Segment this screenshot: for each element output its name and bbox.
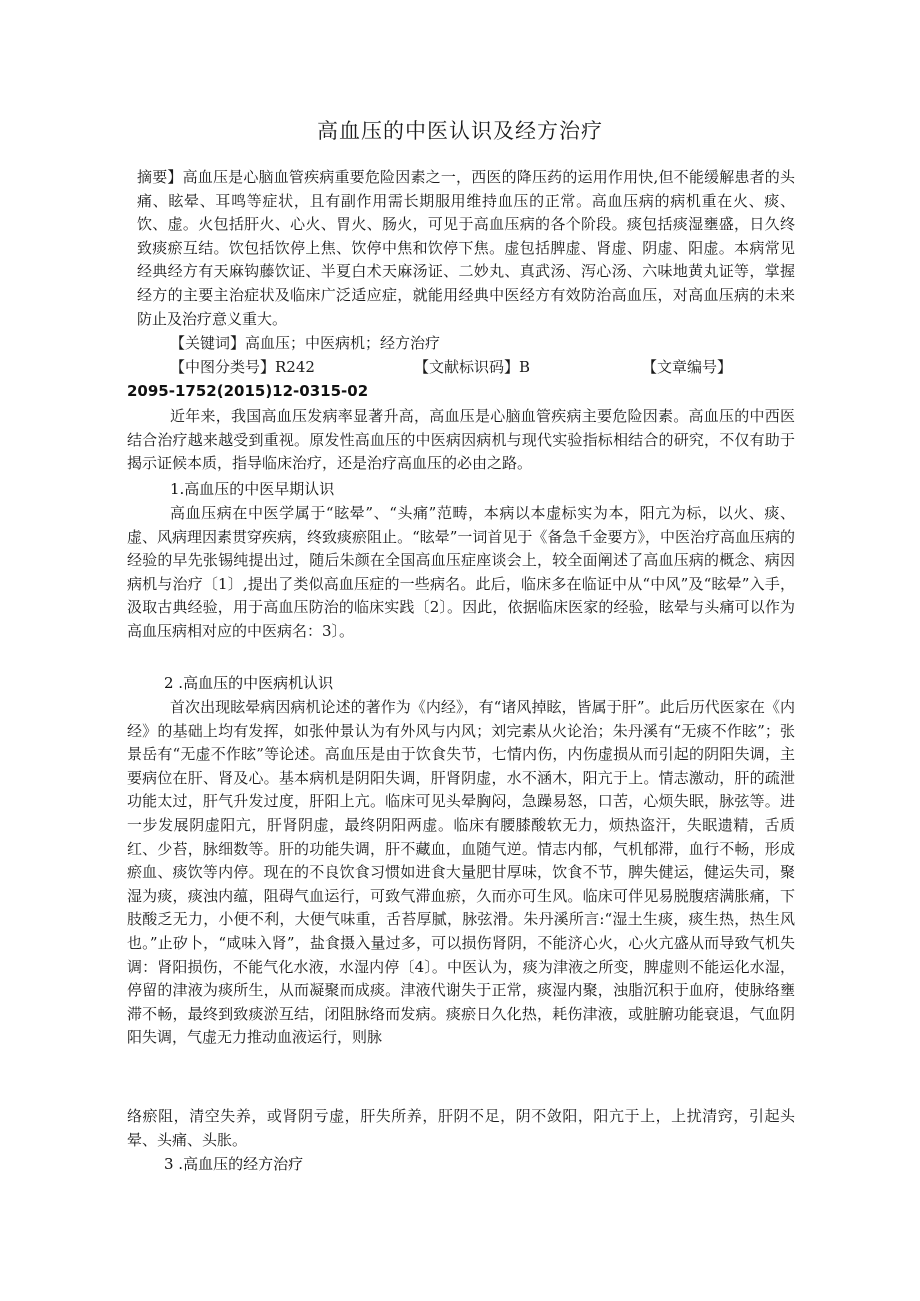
section-1-paragraph: 高血压病在中医学属于“眩晕”、“头痛”范畴，本病以本虚标实为本，阳亢为标，以火、痰、虚、风病理因素贯穿疾病，终致痰瘀阻止。“眩晕”一词首见于《备急千金要方》，中医治疗高血压病的经验的早先张锡纯提出过，随后朱颜在全国高血压症座谈会上，较全面阐述了高血压病的概念、病因病机与治疗〔1〕,提出了类似高血压症的一些病名。此后，临床多在临证中从“中风”及“眩晕”入手，汲取古典经验，用于高血压防治的临床实践〔2〕。因此，依据临床医家的经验，眩晕与头痛可以作为高血压病相对应的中医病名：3〕。 — [127, 504, 795, 640]
article-id: 2095-1752(2015)12-0315-02 — [127, 382, 369, 400]
article-number-label: 【文章编号】 — [642, 358, 733, 376]
classification-number: 【中图分类号】R242 — [170, 358, 315, 376]
section-2-paragraph-continued: 络瘀阻，清空失养，或肾阴亏虚，肝失所养，肝阴不足，阴不敛阳，阳亢于上，上扰清窍，引起头晕、头痛、头胀。 — [127, 1107, 795, 1149]
keywords-line: 【关键词】高血压；中医病机；经方治疗 — [170, 334, 441, 352]
paper-title: 高血压的中医认识及经方治疗 — [317, 119, 603, 143]
section-2-paragraph: 首次出现眩晕病因病机论述的著作为《内经》，有“诸风掉眩，皆属于肝”。此后历代医家在《内经》的基础上均有发挥，如张仲景认为有外风与内风；刘完素从火论治；朱丹溪有“无痰不作眩”；张景岳有“无虚不作眩”等论述。高血压是由于饮食失节，七情内伤，内伤虚损从而引起的阴阳失调，主要病位在肝、肾及心。基本病机是阴阳失调，肝肾阴虚，水不涵木，阳亢于上。情志激动，肝的疏泄功能太过，肝气升发过度，肝阳上亢。临床可见头晕胸闷，急躁易怒，口苦，心烦失眠，脉弦等。进一步发展阴虚阳亢，肝肾阴虚，最终阴阳两虚。临床有腰膝酸软无力，烦热盗汗，失眠遗精，舌质红、少苔，脉细数等。肝的功能失调，肝不藏血，血随气逆。情志内郁，气机郁滞，血行不畅，形成瘀血、痰饮等内停。现在的不良饮食习惯如进食大量肥甘厚味，饮食不节，脾失健运，健运失司，聚湿为痰，痰浊内蕴，阻碍气血运行，可致气滞血瘀，久而亦可生风。临床可伴见易脱腹痞满胀痛，下肢酸乏无力，小便不利，大便气味重，舌苔厚腻，脉弦滑。朱丹溪所言:“湿土生痰，痰生热，热生风也。”止矽卜，“咸味入肾”，盐食摄入量过多，可以损伤肾阴，不能济心火，心火亢盛从而导致气机失调：肾阳损伤，不能气化水液，水湿内停〔4〕。中医认为，痰为津液之所变，脾虚则不能运化水湿，停留的津液为痰所生，从而凝聚而成痰。津液代谢失于正常，痰湿内聚，浊脂沉积于血府，使脉络壅滞不畅，最终到致痰淤互结，闭阻脉络而发病。痰瘀日久化热，耗伤津液，或脏腑功能衰退，气血阴阳失调，气虚无力推动血液运行，则脉 — [127, 698, 795, 1047]
intro-paragraph: 近年来，我国高血压发病率显著升高，高血压是心脑血管疾病主要危险因素。高血压的中西医结合治疗越来越受到重视。原发性高血压的中医病因病机与现代实验指标相结合的研究，不仅有助于揭示证候本质，指导临床治疗，还是治疗高血压的必由之路。 — [127, 407, 795, 473]
section-3-heading: 3 .高血压的经方治疗 — [164, 1155, 304, 1173]
document-code: 【文献标识码】B — [414, 358, 531, 376]
metadata-row — [170, 356, 795, 380]
section-1-heading: 1.高血压的中医早期认识 — [170, 480, 335, 498]
section-2-heading: 2 .高血压的中医病机认识 — [164, 674, 334, 692]
abstract-paragraph: 摘要】高血压是心脑血管疾病重要危险因素之一，西医的降压药的运用作用快,但不能缓解患者的头痛、眩晕、耳鸣等症状，且有副作用需长期服用维持血压的正常。高血压病的病机重在火、痰、饮、虚。火包括肝火、心火、胃火、肠火，可见于高血压病的各个阶段。痰包括痰湿壅盛，日久终致痰瘀互结。饮包括饮停上焦、饮停中焦和饮停下焦。虚包括脾虚、肾虚、阴虚、阳虚。本病常见经典经方有天麻钩藤饮证、半夏白术天麻汤证、二妙丸、真武汤、泻心汤、六味地黄丸证等，掌握经方的主要主治症状及临床广泛适应症，就能用经典中医经方有效防治高血压，对高血压病的未来防止及治疗意义重大。 — [137, 168, 795, 328]
